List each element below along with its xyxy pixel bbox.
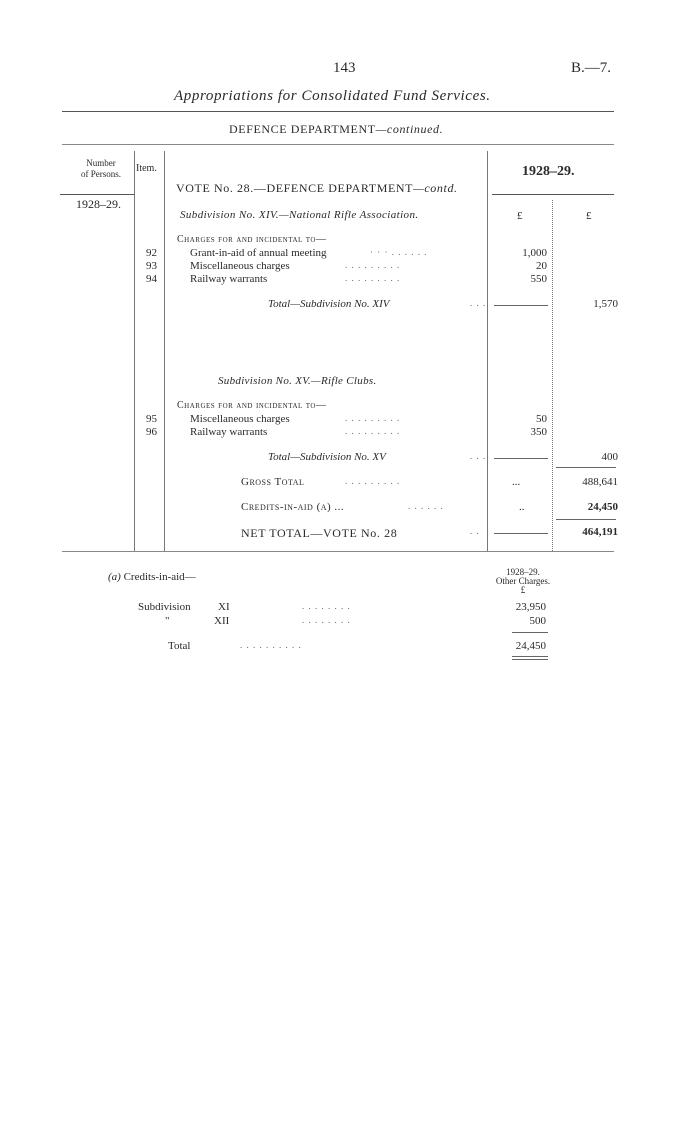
subdivision-xiv-total: 1,570 (593, 298, 618, 310)
footnote-column-header (488, 568, 558, 595)
persons-header-line-1: Number (86, 158, 116, 168)
leader-dots: . . . . . . . . (302, 601, 351, 611)
department-heading (229, 122, 443, 137)
net-total-value: 464,191 (582, 526, 618, 538)
page-number: 143 (333, 60, 356, 76)
footnote-total-rule-2 (512, 659, 548, 660)
currency-symbol-amount: £ (517, 210, 523, 222)
item-amount: 1,000 (522, 247, 547, 259)
net-total-dots: . . (470, 526, 480, 536)
gross-total-dots: . . . . . . . . . (345, 476, 401, 486)
gross-sum-rule (556, 467, 616, 468)
item-column-header: Item. (136, 163, 157, 174)
footnote-total-dots: . . . . . . . . . . (240, 640, 302, 650)
footnote-row-subdivision: XII (214, 615, 230, 627)
table-top-rule (62, 144, 614, 145)
persons-header-line-2: of Persons. (81, 169, 121, 179)
item-label: Grant-in-aid of annual meeting (190, 247, 327, 259)
footnote-row-value: 23,950 (515, 601, 546, 613)
footnote-row-value: 500 (529, 615, 546, 627)
footnote-heading-text: Credits-in-aid— (123, 571, 196, 583)
subdivision-xv-total-dots: . . . (470, 451, 487, 461)
item-label: Miscellaneous charges (190, 413, 290, 425)
vote-heading (176, 181, 458, 196)
footnote-column-currency: £ (520, 585, 526, 595)
item-column-rule (164, 151, 165, 551)
subdivision-xiv-title: Subdivision No. XIV.—National Rifle Association. (180, 209, 419, 221)
footnote-total-value: 24,450 (515, 640, 546, 652)
subdivision-xv-sum-rule (494, 458, 548, 459)
subdivision-xiv-sum-rule (494, 305, 548, 306)
subdivision-xiv-total-dots: . . . (470, 298, 487, 308)
footnote-total-rule-1 (512, 656, 548, 657)
persons-column-header (74, 158, 128, 180)
net-sum-rule (556, 519, 616, 520)
page-reference: B.—7. (571, 60, 612, 76)
net-total-label: NET TOTAL—VOTE No. 28 (241, 526, 398, 540)
item-amount: 350 (530, 426, 547, 438)
leader-dots: . . . . . . . . . (345, 273, 401, 283)
subdivision-xiv-total-label: Total—Subdivision No. XIV (268, 298, 390, 310)
net-amount-rule (494, 533, 548, 534)
table-bottom-rule (62, 551, 614, 552)
department-name: DEFENCE DEPARTMENT (229, 122, 376, 136)
item-label: Miscellaneous charges (190, 260, 290, 272)
vote-title: VOTE No. 28.—DEFENCE DEPARTMENT (176, 181, 414, 195)
footnote-column-label: Other Charges. (495, 576, 551, 586)
persons-year: 1928–29. (76, 197, 121, 211)
year-header-rule (492, 194, 614, 195)
currency-symbol-total: £ (586, 210, 592, 222)
subdivision-xv-charges-heading: Charges for and incidental to— (177, 400, 327, 411)
item-amount: 20 (536, 260, 547, 272)
credits-in-aid-label: Credits-in-aid (a) ... (241, 501, 345, 513)
leader-dots: . . . . . . . . . (345, 260, 401, 270)
vote-continued: —contd. (413, 181, 458, 195)
page-title: Appropriations for Consolidated Fund Services. (174, 88, 491, 104)
item-number: 95 (146, 413, 157, 425)
gross-total-value: 488,641 (582, 476, 618, 488)
credits-in-aid-value: 24,450 (587, 501, 618, 513)
subdivision-xiv-charges-heading: Charges for and incidental to— (177, 234, 327, 245)
year-column-header: 1928–29. (522, 164, 575, 179)
leader-dots: . . . . . . . . (302, 615, 351, 625)
credits-in-aid-amount-mark: .. (519, 501, 525, 513)
item-number: 94 (146, 273, 157, 285)
footnote-row-label: " (165, 615, 170, 627)
subdivision-xv-total-label: Total—Subdivision No. XV (268, 451, 386, 463)
leader-dots: . . . . . . . . . (345, 413, 401, 423)
persons-header-rule (60, 194, 134, 195)
footnote-mark: (a) (108, 571, 121, 583)
item-amount: 50 (536, 413, 547, 425)
item-number: 92 (146, 247, 157, 259)
item-amount: 550 (530, 273, 547, 285)
footnote-sum-rule (512, 632, 548, 633)
total-column-rule (552, 200, 553, 551)
item-number: 93 (146, 260, 157, 272)
item-label: Railway warrants (190, 273, 268, 285)
department-continued: —continued. (375, 122, 444, 136)
leader-dots: · · · . . . . . . (370, 247, 428, 257)
persons-column-rule (134, 151, 135, 551)
subdivision-xv-total: 400 (601, 451, 618, 463)
footnote-row-label: Subdivision (138, 601, 191, 613)
item-number: 96 (146, 426, 157, 438)
amount-column-rule (487, 151, 488, 551)
item-label: Railway warrants (190, 426, 268, 438)
credits-in-aid-dots: . . . . . . (408, 501, 444, 511)
footnote-row-subdivision: XI (218, 601, 230, 613)
subdivision-xv-title: Subdivision No. XV.—Rifle Clubs. (218, 375, 377, 387)
gross-total-amount-mark: ... (512, 476, 521, 488)
footnote-total-label: Total (168, 640, 191, 652)
footnote-column-year: 1928–29. (506, 567, 540, 577)
gross-total-label: Gross Total (241, 476, 305, 488)
title-rule (62, 111, 614, 112)
footnote-heading (108, 571, 196, 583)
leader-dots: . . . . . . . . . (345, 426, 401, 436)
